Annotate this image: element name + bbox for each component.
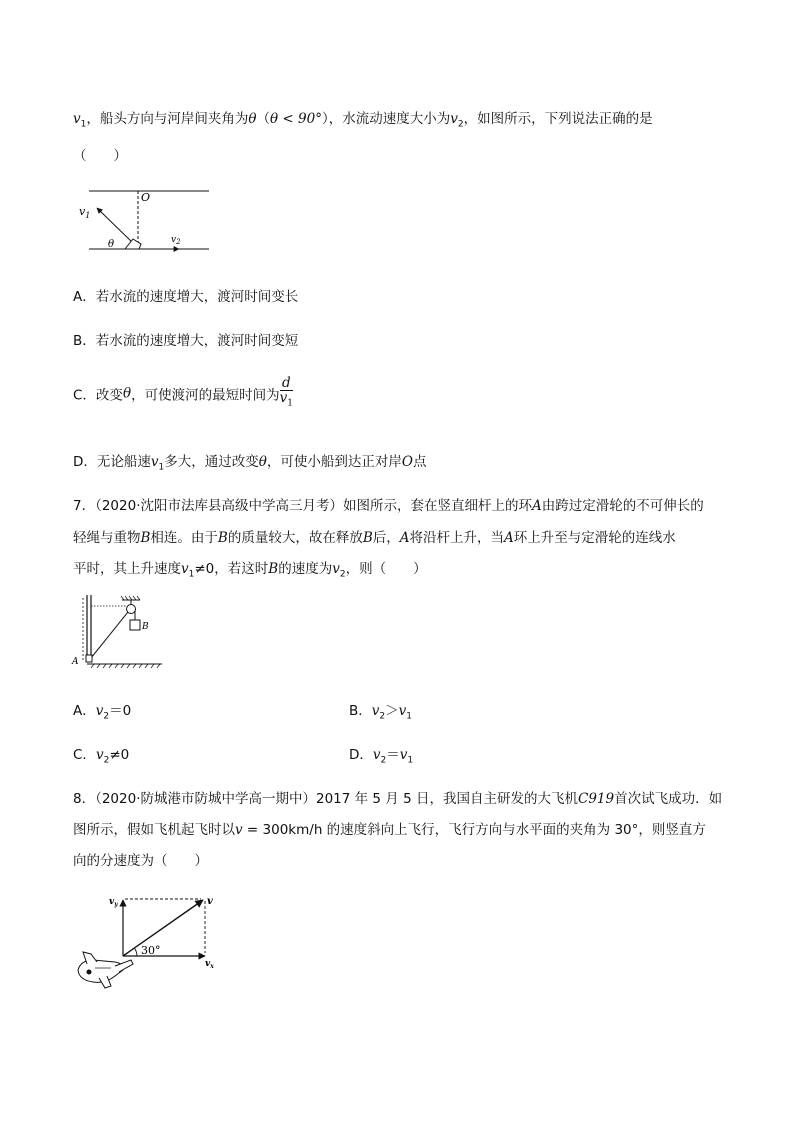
q8-stem-line3: 向的分速度为（ ） — [73, 853, 208, 869]
svg-text:30°: 30° — [141, 944, 161, 957]
svg-text:A: A — [72, 657, 79, 667]
v1-arrow — [97, 208, 133, 243]
q7-pulley-figure — [70, 592, 170, 672]
q8-velocity-figure — [75, 890, 225, 990]
svg-text:θ: θ — [108, 239, 115, 250]
q7-option-d: D．$v_2=v_1$ — [349, 747, 414, 766]
q7-option-a: A．$v_2=0$ — [73, 703, 132, 722]
q6-stem-line1: $v_1$，船头方向与河岸间夹角为θ（θ < 90°），水流动速度大小为$v_2$，如图所示，下列说法正确的是 — [73, 111, 653, 130]
v-arrow — [123, 900, 203, 956]
angle-arc — [135, 948, 138, 956]
weight-b — [130, 620, 140, 630]
rope-to-ring — [91, 612, 128, 658]
q6-option-d: D．无论船速$v_1$多大，通过改变θ，可使小船到达正对岸O点 — [73, 454, 427, 473]
q6-option-c: C．改变θ，可使渡河的最短时间为 $\frac{d}{v_1}$ — [73, 375, 293, 409]
svg-text:vx: $v_x$ — [205, 959, 214, 970]
q7-stem-line1: 7．（2020·沈阳市法库县高级中学高三月考）如图所示，套在竖直细杆上的环A由跨过定滑轮的不可伸长的 — [73, 498, 704, 514]
svg-text:O: O — [141, 191, 151, 204]
q6-answer-blank: （ ） — [73, 148, 127, 164]
q6-option-b: B．若水流的速度增大，渡河时间变短 — [73, 333, 299, 349]
q7-stem-line3: 平时，其上升速度$v_1\ne 0$，若这时B的速度为$v_2$，则（ ） — [73, 561, 427, 580]
boat-shape — [125, 239, 141, 249]
q7-stem-line2: 轻绳与重物B相连。由于B的质量较大，故在释放B后，A将沿杆上升，当A环上升至与定滑轮的连线水 — [73, 530, 676, 546]
q6-river-figure — [75, 180, 215, 262]
q7-option-b: B．$v_2>v_1$ — [349, 703, 413, 722]
airplane-icon — [78, 952, 133, 988]
ceiling-hatch — [121, 596, 140, 600]
ground-hatch — [91, 664, 160, 668]
svg-text:vy: $v_y$ — [109, 897, 118, 908]
fraction-d-over-v1: $\frac{d}{v_1}$ — [279, 375, 293, 409]
ring-a — [86, 655, 92, 662]
svg-text:B: B — [142, 622, 149, 632]
q8-stem-line1: 8．（2020·防城港市防城中学高一期中）2017 年 5 月 5 日，我国自主研发的大飞机C919首次试飞成功．如 — [73, 791, 723, 807]
svg-text:v: v — [207, 896, 213, 907]
q8-stem-line2: 图所示，假如飞机起飞时以v = 300km/h 的速度斜向上飞行，飞行方向与水平面的夹角为 30°，则竖直方 — [73, 822, 706, 838]
svg-text:v2: $v_2$ — [171, 235, 181, 246]
q6-option-a: A．若水流的速度增大，渡河时间变长 — [73, 289, 299, 305]
q7-option-c: C．$v_2\ne 0$ — [73, 747, 130, 766]
svg-text:v1: $v_1$ — [79, 205, 91, 220]
